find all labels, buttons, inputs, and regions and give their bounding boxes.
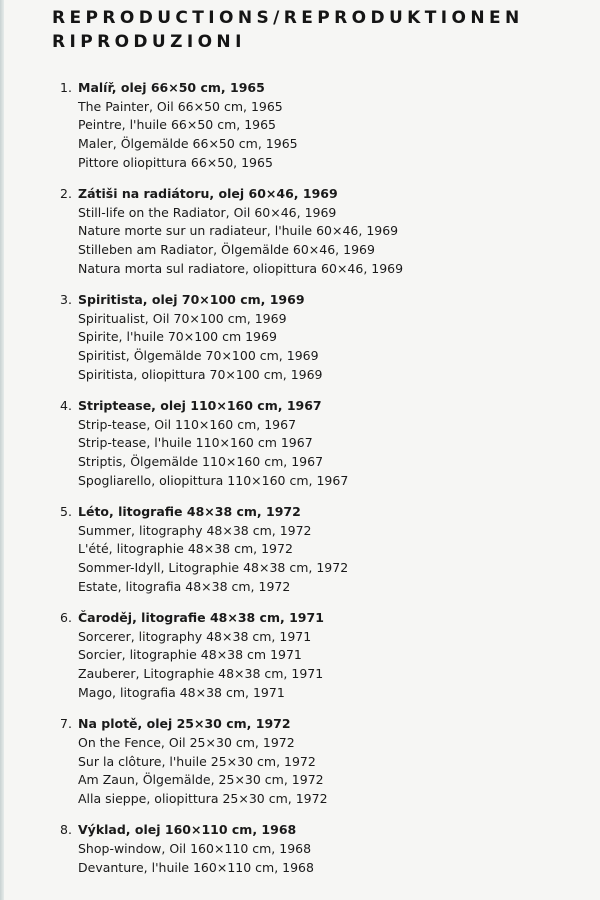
item-title-english: Strip-tease, Oil 110×160 cm, 1967 (78, 416, 297, 432)
list-item (60, 291, 580, 385)
list-item (60, 821, 580, 877)
item-number: 5. (60, 504, 72, 520)
item-title-italian: Natura morta sul radiatore, oliopittura 60×46, 1969 (78, 260, 404, 276)
reproductions-list (60, 79, 580, 890)
item-title-czech: Na plotě, olej 25×30 cm, 1972 (78, 716, 291, 732)
list-item (60, 185, 580, 279)
item-number: 1. (60, 80, 72, 95)
item-title-french: Peintre, l'huile 66×50 cm, 1965 (78, 117, 277, 133)
item-title-french: Sur la clôture, l'huile 25×30 cm, 1972 (78, 753, 316, 769)
list-item (60, 79, 580, 173)
item-title-french: Strip-tease, l'huile 110×160 cm 1967 (78, 435, 313, 451)
item-title-german: Am Zaun, Ölgemälde, 25×30 cm, 1972 (78, 772, 324, 788)
item-title-german: Sommer-Idyll, Litographie 48×38 cm, 1972 (78, 560, 349, 576)
item-title-czech: Čaroděj, litografie 48×38 cm, 1971 (78, 610, 324, 626)
item-title-czech: Léto, litografie 48×38 cm, 1972 (78, 504, 301, 520)
list-item (60, 397, 580, 491)
item-title-italian: Mago, litografia 48×38 cm, 1971 (78, 684, 285, 700)
item-title-czech: Malíř, olej 66×50 cm, 1965 (78, 80, 265, 95)
item-number: 8. (60, 822, 72, 838)
item-title-french: Nature morte sur un radiateur, l'huile 60×46, 1969 (78, 223, 399, 239)
item-number: 4. (60, 398, 72, 414)
item-title-czech: Zátiši na radiátoru, olej 60×46, 1969 (78, 186, 338, 202)
item-number: 7. (60, 716, 72, 732)
page-title (52, 6, 524, 54)
item-title-italian: Estate, litografia 48×38 cm, 1972 (78, 578, 291, 594)
item-number: 6. (60, 610, 72, 626)
item-number: 3. (60, 292, 72, 308)
title-line-2: RIPRODUZIONI (52, 32, 246, 52)
item-number: 2. (60, 186, 72, 202)
item-title-czech: Výklad, olej 160×110 cm, 1968 (78, 822, 297, 838)
item-title-english: Spiritualist, Oil 70×100 cm, 1969 (78, 310, 287, 326)
item-title-english: Still-life on the Radiator, Oil 60×46, 1969 (78, 204, 337, 220)
item-title-german: Stilleben am Radiator, Ölgemälde 60×46, 1969 (78, 242, 375, 258)
list-item (60, 609, 580, 703)
list-item (60, 715, 580, 809)
page-edge (0, 0, 4, 900)
item-title-italian: Spiritista, oliopittura 70×100 cm, 1969 (78, 366, 323, 382)
title-line-1: REPRODUCTIONS/REPRODUKTIONEN (52, 8, 524, 28)
item-title-english: Summer, litography 48×38 cm, 1972 (78, 522, 312, 538)
item-title-german: Maler, Ölgemälde 66×50 cm, 1965 (78, 136, 298, 152)
item-title-german: Spiritist, Ölgemälde 70×100 cm, 1969 (78, 348, 319, 364)
item-title-french: Devanture, l'huile 160×110 cm, 1968 (78, 859, 314, 875)
item-title-german: Zauberer, Litographie 48×38 cm, 1971 (78, 666, 324, 682)
item-title-french: Sorcier, litographie 48×38 cm 1971 (78, 647, 302, 663)
item-title-english: Shop-window, Oil 160×110 cm, 1968 (78, 840, 312, 856)
item-title-french: L'été, litographie 48×38 cm, 1972 (78, 541, 293, 557)
item-title-english: Sorcerer, litography 48×38 cm, 1971 (78, 628, 312, 644)
item-title-english: On the Fence, Oil 25×30 cm, 1972 (78, 734, 295, 750)
item-title-italian: Spogliarello, oliopittura 110×160 cm, 1967 (78, 472, 349, 488)
item-title-italian: Pittore oliopittura 66×50, 1965 (78, 154, 273, 170)
item-title-czech: Spiritista, olej 70×100 cm, 1969 (78, 292, 305, 308)
list-item (60, 503, 580, 597)
item-title-italian: Alla sieppe, oliopittura 25×30 cm, 1972 (78, 790, 328, 806)
item-title-german: Striptis, Ölgemälde 110×160 cm, 1967 (78, 454, 324, 470)
item-title-czech: Striptease, olej 110×160 cm, 1967 (78, 398, 322, 414)
item-title-french: Spirite, l'huile 70×100 cm 1969 (78, 329, 277, 345)
item-title-english: The Painter, Oil 66×50 cm, 1965 (78, 98, 283, 114)
